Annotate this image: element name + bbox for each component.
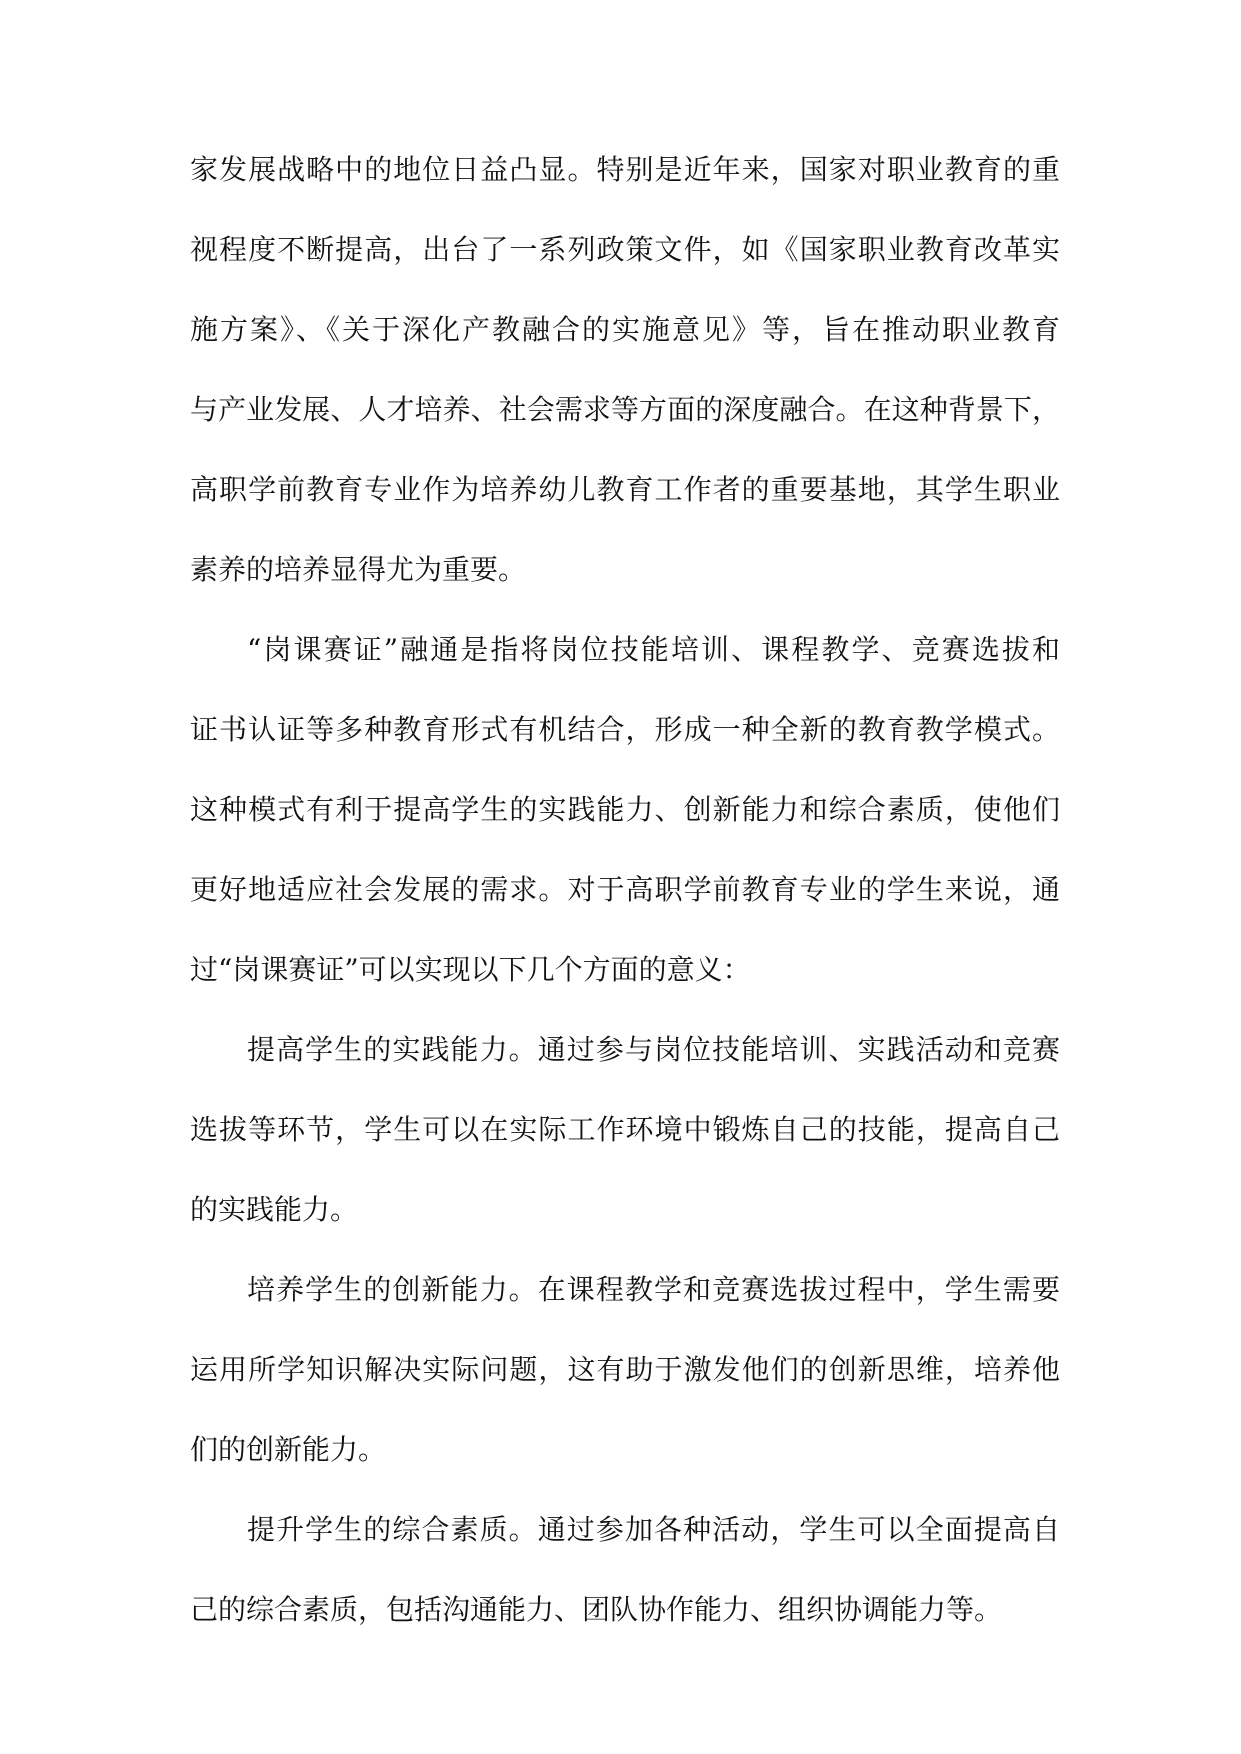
text-line: 的实践能力。 (190, 1193, 359, 1226)
text-line: 家发展战略中的地位日益凸显。特别是近年来，国家对职业教育的重 (190, 153, 1060, 186)
paragraph-2 (190, 625, 1060, 1025)
text-line: 提高学生的实践能力。通过参与岗位技能培训、实践活动和竞赛 (247, 1033, 1060, 1066)
text-line: 更好地适应社会发展的需求。对于高职学前教育专业的学生来说，通 (190, 873, 1060, 906)
text-line: 过“岗课赛证”可以实现以下几个方面的意义： (190, 953, 751, 986)
text-line: 己的综合素质，包括沟通能力、团队协作能力、组织协调能力等。 (190, 1593, 1003, 1626)
text-line: 与产业发展、人才培养、社会需求等方面的深度融合。在这种背景下， (190, 393, 1060, 426)
paragraph-1 (190, 145, 1060, 625)
text-line: 提升学生的综合素质。通过参加各种活动，学生可以全面提高自 (247, 1513, 1060, 1546)
text-line: 素养的培养显得尤为重要。 (190, 553, 527, 586)
text-line: “岗课赛证”融通是指将岗位技能培训、课程教学、竞赛选拔和 (247, 633, 1060, 666)
text-line: 选拔等环节，学生可以在实际工作环境中锻炼自己的技能，提高自己 (190, 1113, 1060, 1146)
text-line: 视程度不断提高，出台了一系列政策文件，如《国家职业教育改革实 (190, 233, 1060, 266)
paragraph-5 (190, 1505, 1060, 1665)
paragraph-3 (190, 1025, 1060, 1265)
body-text (190, 145, 1060, 1665)
text-line: 们的创新能力。 (190, 1433, 387, 1466)
text-line: 施方案》、《关于深化产教融合的实施意见》等，旨在推动职业教育 (190, 313, 1060, 346)
paragraph-4 (190, 1265, 1060, 1505)
text-line: 培养学生的创新能力。在课程教学和竞赛选拔过程中，学生需要 (247, 1273, 1060, 1306)
text-line: 高职学前教育专业作为培养幼儿教育工作者的重要基地，其学生职业 (190, 473, 1060, 506)
text-line: 证书认证等多种教育形式有机结合，形成一种全新的教育教学模式。 (190, 713, 1060, 746)
text-line: 运用所学知识解决实际问题，这有助于激发他们的创新思维，培养他 (190, 1353, 1060, 1386)
text-line: 这种模式有利于提高学生的实践能力、创新能力和综合素质，使他们 (190, 793, 1060, 826)
